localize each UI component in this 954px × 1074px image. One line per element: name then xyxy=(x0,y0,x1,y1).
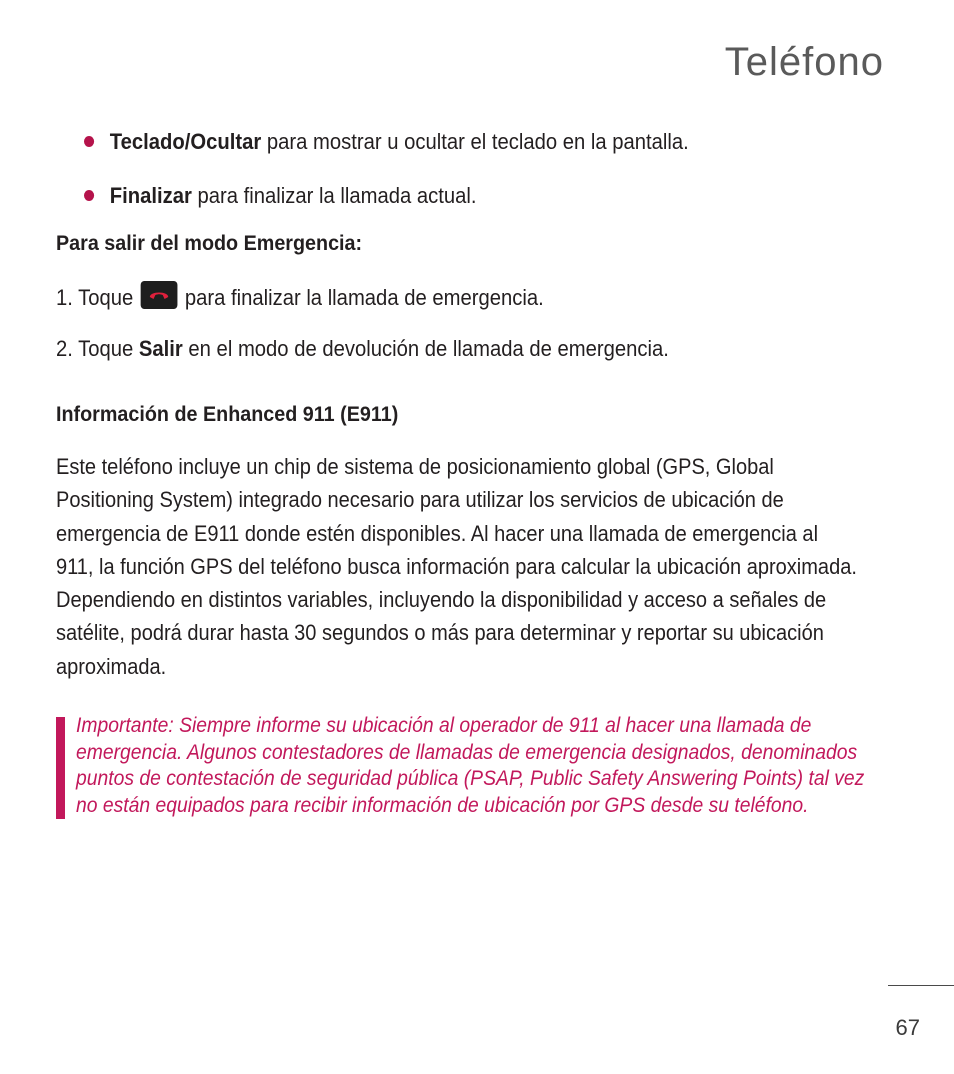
paragraph-line: emergencia de E911 donde estén disponibles. Al hacer una llamada de emergencia al xyxy=(56,520,819,546)
bullet-item-keypad xyxy=(84,127,689,157)
bullet-term: Finalizar xyxy=(109,183,192,208)
footer-divider xyxy=(888,985,954,986)
e911-heading: Información de Enhanced 911 (E911) xyxy=(56,403,399,426)
note-line: emergencia. Algunos contestadores de llamadas de emergencia designados, denominados xyxy=(76,740,858,764)
step-2 xyxy=(56,334,669,364)
exit-emergency-heading: Para salir del modo Emergencia: xyxy=(56,232,363,255)
e911-paragraph xyxy=(56,450,875,683)
end-call-icon xyxy=(141,281,178,309)
important-note xyxy=(76,713,876,819)
step-1-suffix: para finalizar la llamada de emergencia. xyxy=(184,285,544,310)
page-number: 67 xyxy=(895,1015,920,1040)
step-2-term: Salir xyxy=(138,336,183,361)
paragraph-line: Este teléfono incluye un chip de sistema de posicionamiento global (GPS, Global xyxy=(56,454,774,479)
step-2-suffix: en el modo de devolución de llamada de emergencia. xyxy=(182,336,669,361)
paragraph-line: 911, la función GPS del teléfono busca información para calcular la ubicación aproximada. xyxy=(56,553,857,579)
note-line: no están equipados para recibir información de ubicación por GPS desde su teléfono. xyxy=(76,793,809,817)
page-title: Teléfono xyxy=(724,40,884,84)
paragraph-line: Dependiendo en distintos variables, incluyendo la disponibilidad y acceso a señales de xyxy=(56,587,827,613)
bullet-item-end xyxy=(84,181,477,211)
step-1 xyxy=(56,281,544,313)
paragraph-line: Positioning System) integrado necesario para utilizar los servicios de ubicación de xyxy=(56,487,784,513)
bullet-text: para finalizar la llamada actual. xyxy=(191,183,477,208)
bullet-term: Teclado/Ocultar xyxy=(109,129,262,154)
step-1-prefix: 1. Toque xyxy=(56,285,134,310)
paragraph-line: satélite, podrá durar hasta 30 segundos o más para determinar y reportar su ubicación xyxy=(56,620,824,646)
note-accent-bar xyxy=(56,717,65,819)
note-line: Importante: Siempre informe su ubicación al operador de 911 al hacer una llamada de xyxy=(76,714,812,737)
paragraph-line: aproximada. xyxy=(56,653,167,679)
bullet-dot-icon xyxy=(84,136,94,147)
bullet-text: para mostrar u ocultar el teclado en la pantalla. xyxy=(261,129,689,154)
note-line: puntos de contestación de seguridad pública (PSAP, Public Safety Answering Points) tal vez xyxy=(76,767,865,790)
step-2-prefix: 2. Toque xyxy=(56,336,139,361)
bullet-dot-icon xyxy=(84,190,94,201)
